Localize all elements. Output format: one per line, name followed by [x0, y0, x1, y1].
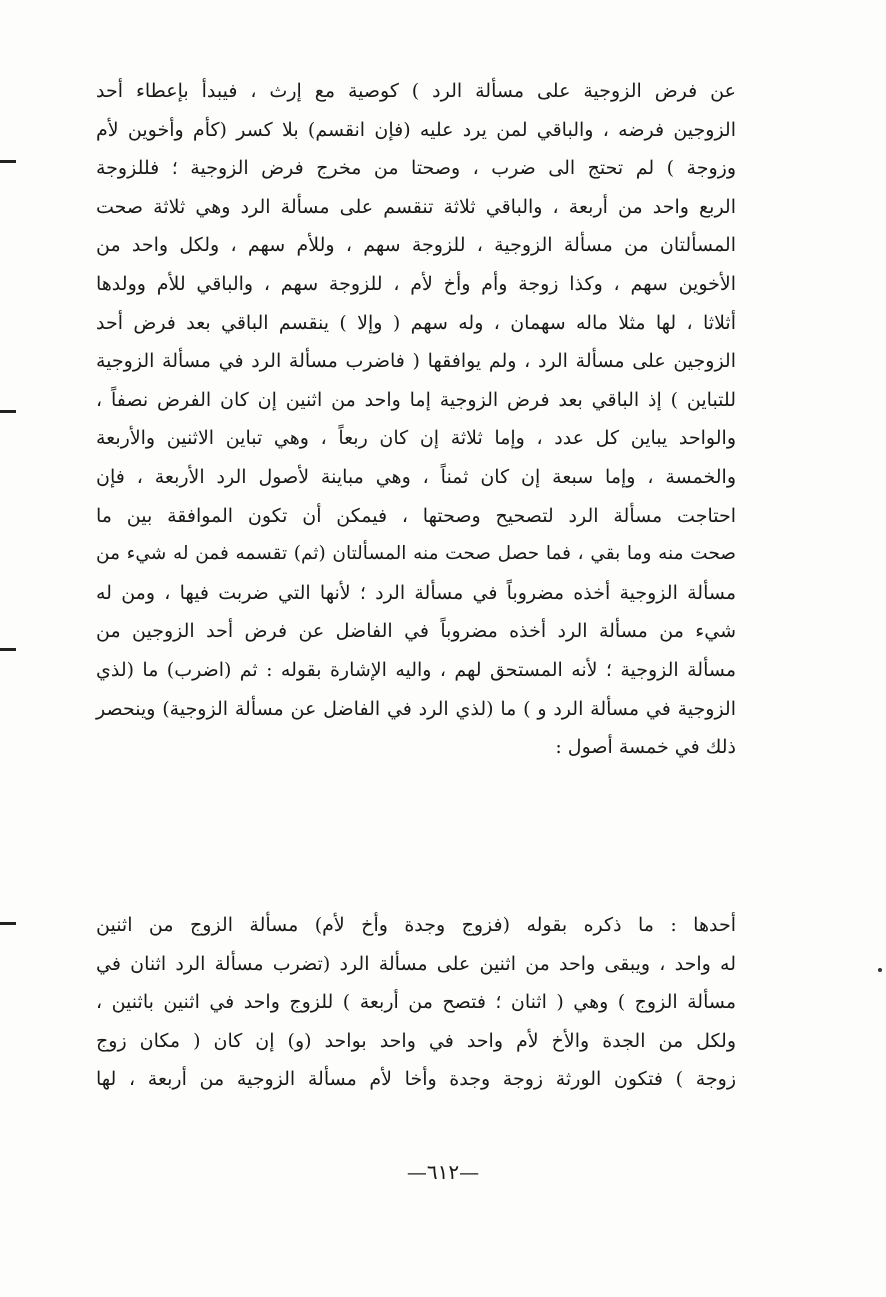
text-line: الأخوين سهم ، وكذا زوجة وأم وأخ لأم ، للزوجة سهم ، والباقي للأم وولدها — [96, 272, 736, 295]
paragraph-2 — [96, 906, 736, 1099]
margin-mark — [0, 410, 16, 413]
text-line: له واحد ، ويبقى واحد من اثنين على مسألة الرد (تضرب مسألة الرد اثنان في — [96, 952, 736, 975]
text-line: ولكل من الجدة والأخ لأم واحد في واحد بواحد (و) إن كان ( مكان زوج — [96, 1029, 736, 1052]
text-line: ذلك في خمسة أصول : — [555, 736, 736, 759]
text-line: عن فرض الزوجية على مسألة الرد ) كوصية مع إرث ، فيبدأ بإعطاء أحد — [96, 80, 736, 102]
text-line: وزوجة ) لم تحتج الى ضرب ، وصحتا من مخرج فرض الزوجية ؛ فللزوجة — [96, 157, 736, 180]
text-line: المسألتان من مسألة الزوجية ، للزوجة سهم ، وللأم سهم ، ولكل واحد من — [96, 234, 736, 257]
paragraph-1 — [96, 72, 736, 767]
text-line: الزوجية في مسألة الرد و ) ما (لذي الرد في الفاضل عن مسألة الزوجية) وينحصر — [96, 697, 736, 720]
text-line: الزوجين فرضه ، والباقي لمن يرد عليه (فإن انقسم) بلا كسر (كأم وأخوين لأم — [96, 118, 736, 141]
text-line: الربع واحد من أربعة ، والباقي ثلاثة تنقسم على مسألة الرد وهي ثلاثة صحت — [96, 195, 736, 218]
text-line: صحت منه وما بقي ، فما حصل صحت منه المسألتان (ثم) تقسمه فمن له شيء من — [96, 543, 736, 565]
text-line: احتاجت مسألة الرد لتصحيح وصحتها ، فيمكن أن تكون الموافقة بين ما — [96, 504, 736, 527]
text-line: والخمسة ، وإما سبعة إن كان ثمناً ، وهي مباينة لأصول الرد الأربعة ، فإن — [96, 465, 736, 488]
text-line: والواحد يباين كل عدد ، وإما ثلاثة إن كان ربعاً ، وهي تباين الاثنين والأربعة — [96, 427, 736, 450]
margin-mark — [0, 160, 16, 163]
margin-mark — [0, 648, 16, 651]
text-line: زوجة ) فتكون الورثة زوجة وجدة وأخا لأم مسألة الزوجية من أربعة ، لها — [96, 1068, 736, 1091]
text-line: مسألة الزوجية ؛ لأنه المستحق لهم ، واليه الإشارة بقوله : ثم (اضرب) ما (لذي — [96, 658, 736, 681]
text-line: مسألة الزوجية أخذه مضروباً في مسألة الرد ؛ لأنها التي ضربت فيها ، ومن له — [96, 581, 736, 604]
scan-speck — [878, 968, 882, 972]
text-line: أحدها : ما ذكره بقوله (فزوج وجدة وأخ لأم) مسألة الزوج من اثنين — [96, 914, 736, 936]
page-number: —٦١٢— — [406, 1160, 480, 1184]
text-line: الزوجين على مسألة الرد ، ولم يوافقها ( فاضرب مسألة الرد في مسألة الزوجية — [96, 350, 736, 373]
text-line: أثلاثا ، لها مثلا ماله سهمان ، وله سهم ( وإلا ) ينقسم الباقي بعد فرض أحد — [96, 311, 736, 334]
text-line: شيء من مسألة الرد أخذه مضروباً في الفاضل عن فرض أحد الزوجين من — [96, 620, 736, 643]
text-line: مسألة الزوج ) وهي ( اثنان ؛ فتصح من أربعة ) للزوج واحد في اثنين باثنين ، — [96, 991, 736, 1014]
text-line: للتباين ) إذ الباقي بعد فرض الزوجية إما واحد من اثنين إن كان الفرض نصفاً ، — [96, 388, 736, 411]
margin-mark — [0, 922, 16, 925]
